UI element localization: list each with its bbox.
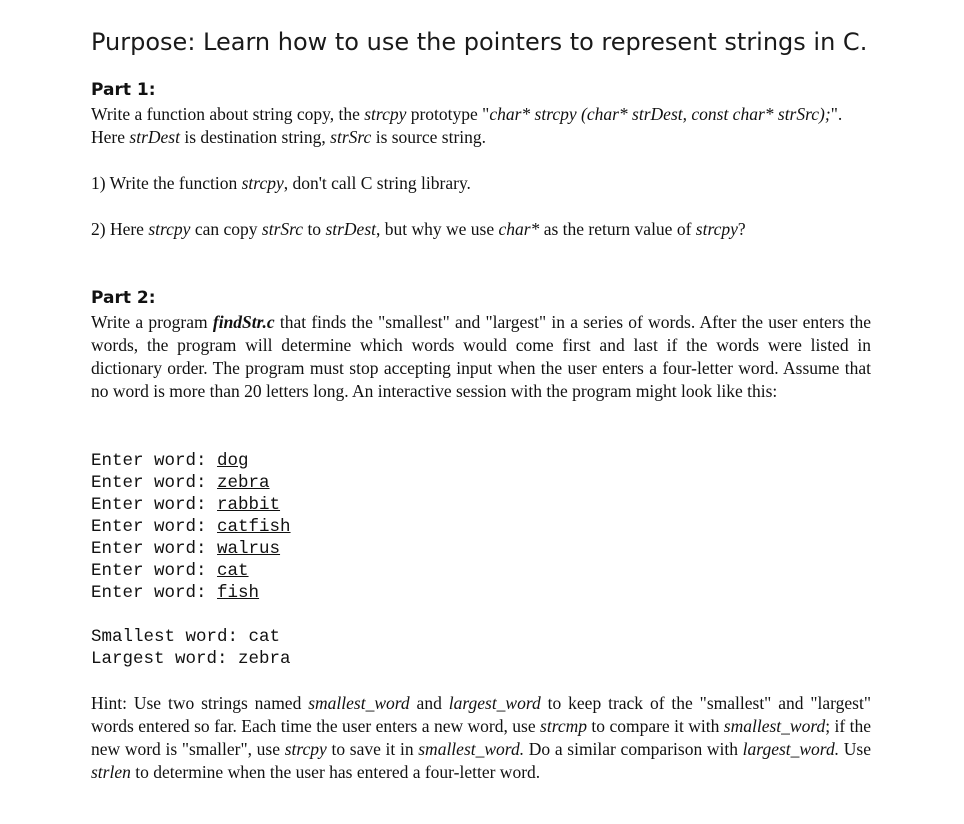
text-run: as the return value of <box>539 219 696 239</box>
italic-run: strlen <box>91 762 131 782</box>
text-run: Use <box>839 739 871 759</box>
text-run: , but why we use <box>376 219 499 239</box>
session-line <box>91 494 280 516</box>
session-line <box>91 516 291 538</box>
text-run: is destination string, <box>179 127 331 147</box>
italic-run: strcpy <box>364 104 407 124</box>
prompt-text: Enter word: <box>91 539 218 559</box>
prompt-text: Enter word: <box>91 451 218 471</box>
prompt-text: Enter word: <box>91 495 218 515</box>
smallest-output: Smallest word: cat <box>91 627 281 647</box>
italic-run: strSrc <box>330 127 372 147</box>
text-run: Write a function about string copy, the <box>91 104 365 124</box>
text-run: and <box>409 693 449 713</box>
italic-run: strcmp <box>540 716 588 736</box>
italic-run: strcpy <box>284 739 327 759</box>
italic-run: strcpy <box>695 219 738 239</box>
page-title: Purpose: Learn how to use the pointers to represent strings in C. <box>91 28 868 56</box>
italic-run: smallest_word <box>723 716 826 736</box>
text-run: 1) Write the function <box>91 173 242 193</box>
text-run: can copy <box>190 219 262 239</box>
text-run: to save it in <box>326 739 419 759</box>
user-input-word: walrus <box>217 539 281 559</box>
session-line <box>91 472 270 494</box>
italic-run: strDest <box>129 127 180 147</box>
prompt-text: Enter word: <box>91 473 218 493</box>
part2-heading: Part 2: <box>91 288 156 308</box>
italic-run: strcpy <box>148 219 191 239</box>
italic-run: smallest_word <box>308 693 410 713</box>
italic-run: largest_word <box>448 693 541 713</box>
text-run: ; if the new word is "smaller", use <box>91 716 871 759</box>
part2-intro <box>91 311 871 403</box>
hint-paragraph <box>91 692 871 784</box>
text-run: that finds the "smallest" and "largest" in a series of words. After the user enters the words, the program will determine which words would come first and last if the words were listed in dictionary order. The program must stop accepting input when the user enters a four-letter word. Assume that no word is more than 20 letters long. An interactive session with the program might look like this: <box>91 312 871 401</box>
text-run: prototype " <box>406 104 490 124</box>
text-run: to determine when the user has entered a four-letter word. <box>130 762 541 782</box>
largest-output: Largest word: zebra <box>91 649 291 669</box>
text-run: to compare it with <box>587 716 724 736</box>
italic-run: strcpy <box>241 173 284 193</box>
text-run: , don't call C string library. <box>283 173 471 193</box>
user-input-word: cat <box>217 561 249 581</box>
italic-run: largest_word. <box>742 739 840 759</box>
user-input-word: fish <box>217 583 260 603</box>
italic-run: strDest <box>325 219 376 239</box>
session-line <box>91 560 249 582</box>
prompt-text: Enter word: <box>91 517 218 537</box>
session-line <box>91 538 280 560</box>
italic-run: smallest_word. <box>418 739 525 759</box>
user-input-word: rabbit <box>217 495 281 515</box>
text-run: ". Here <box>91 104 843 147</box>
text-run: 2) Here <box>91 219 149 239</box>
text-run: to <box>303 219 326 239</box>
text-run: Hint: Use two strings named <box>91 693 309 713</box>
text-run: is source string. <box>371 127 487 147</box>
user-input-word: catfish <box>217 517 291 537</box>
prompt-text: Enter word: <box>91 583 218 603</box>
text-run: Write a program <box>91 312 213 332</box>
italic-run: char* <box>498 219 540 239</box>
text-run: ? <box>737 219 746 239</box>
text-run: to keep track of the "smallest" and "largest" words entered so far. Each time the user enters a new word, use <box>91 693 871 736</box>
part1-heading: Part 1: <box>91 80 156 100</box>
part1-intro <box>91 103 871 149</box>
session-line <box>91 582 259 604</box>
italic-run: strSrc <box>261 219 304 239</box>
bold-italic-run: findStr.c <box>212 312 275 332</box>
text-run: Do a similar comparison with <box>524 739 743 759</box>
user-input-word: zebra <box>217 473 270 493</box>
part1-question-1 <box>91 172 871 195</box>
user-input-word: dog <box>217 451 249 471</box>
session-line <box>91 450 249 472</box>
prompt-text: Enter word: <box>91 561 218 581</box>
part1-question-2 <box>91 218 871 241</box>
italic-run: char* strcpy (char* strDest, const char* strSrc); <box>489 104 831 124</box>
